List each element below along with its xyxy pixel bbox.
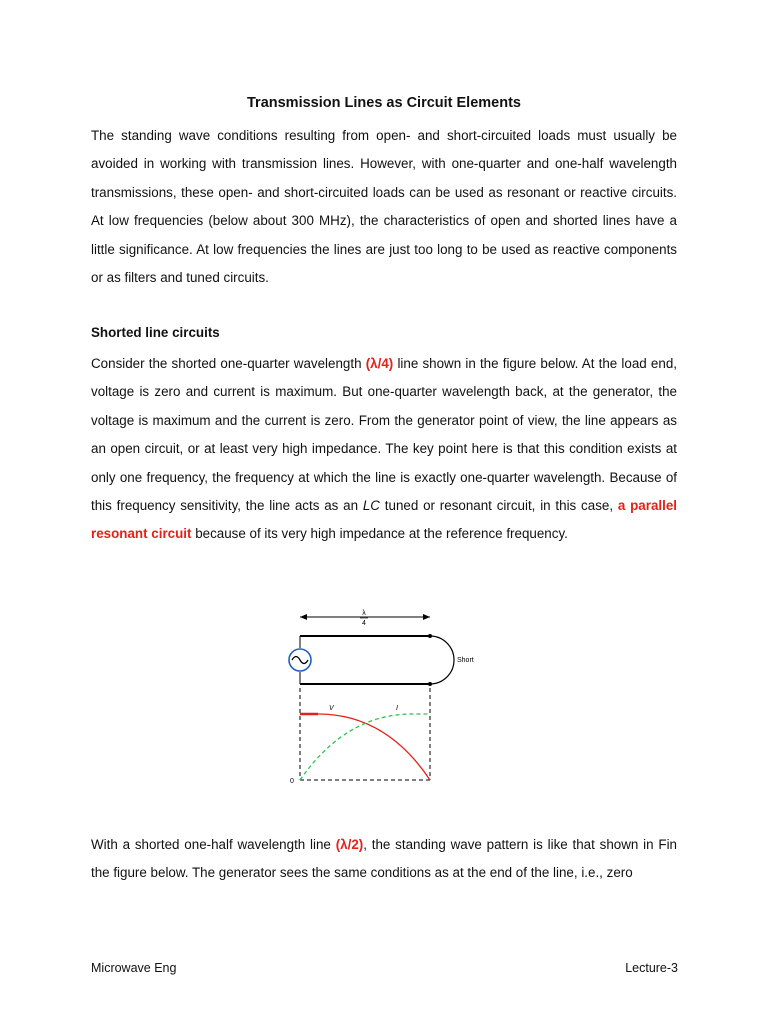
paragraph-intro: The standing wave conditions resulting from open- and short-circuited loads must usually be avoided in working with transmission lines. However, with one-quarter and one-half wavelength transmissions, these open- and short-circuited loads can be used as resonant or reactive circuits. At low frequencies (below about 300 MHz), the characteristics of open and shorted lines have a little significance. At low frequencies the lines are just too long to be used as reactive components or as filters and tuned circuits. xyxy=(91,128,677,286)
current-label: I xyxy=(396,705,398,712)
page-title: Transmission Lines as Circuit Elements xyxy=(247,95,521,111)
highlight-lambda-half: (λ/2) xyxy=(335,837,364,852)
text-run: line shown in the figure below. At the load end, voltage is zero and current is maximum. But one-quarter wavelength back, at the generator, the voltage is maximum and the current is zero. From the generator point of view, the line appears as an open circuit, or at least very high impedance. The key point here is that this condition exists at only one frequency, the frequency at which the line is exactly one-quarter wavelength. Because of this frequency sensitivity, the line acts as an xyxy=(91,356,677,514)
text-run: , the standing wave pattern is like that shown in Fin the figure below. The generator sees the same conditions as at the end of the line, i.e., zero xyxy=(91,837,677,881)
text-run: because of its very high impedance at the reference frequency. xyxy=(191,526,568,542)
text-run: tuned or resonant circuit, in this case, xyxy=(379,498,618,514)
terminal-dot-top xyxy=(428,634,432,638)
short-loop xyxy=(430,636,454,684)
highlight-parallel-resonant: a parallel resonant circuit xyxy=(91,498,677,542)
voltage-label: V xyxy=(329,705,334,712)
section-heading: Shorted line circuits xyxy=(91,325,220,340)
lambda-label: λ xyxy=(362,610,366,617)
paragraph-shorted-quarter xyxy=(91,350,677,549)
origin-label: 0 xyxy=(290,778,294,785)
current-curve xyxy=(300,714,430,780)
arrow-left-icon xyxy=(300,614,307,620)
footer-lecture: Lecture-3 xyxy=(625,961,678,975)
short-label: Short xyxy=(457,657,474,664)
quarter-wave-diagram xyxy=(276,604,488,794)
lambda-denominator: 4 xyxy=(362,620,366,627)
text-run: Consider the shorted one-quarter wavelength xyxy=(91,356,366,371)
quarter-wave-figure xyxy=(276,604,488,794)
terminal-dot-bottom xyxy=(428,682,432,686)
highlight-lambda-quarter: (λ/4) xyxy=(365,356,394,371)
footer-course: Microwave Eng xyxy=(91,961,177,975)
arrow-right-icon xyxy=(423,614,430,620)
paragraph-shorted-half xyxy=(91,831,677,888)
text-run: With a shorted one-half wavelength line xyxy=(91,837,336,852)
italic-lc: LC xyxy=(362,498,380,514)
